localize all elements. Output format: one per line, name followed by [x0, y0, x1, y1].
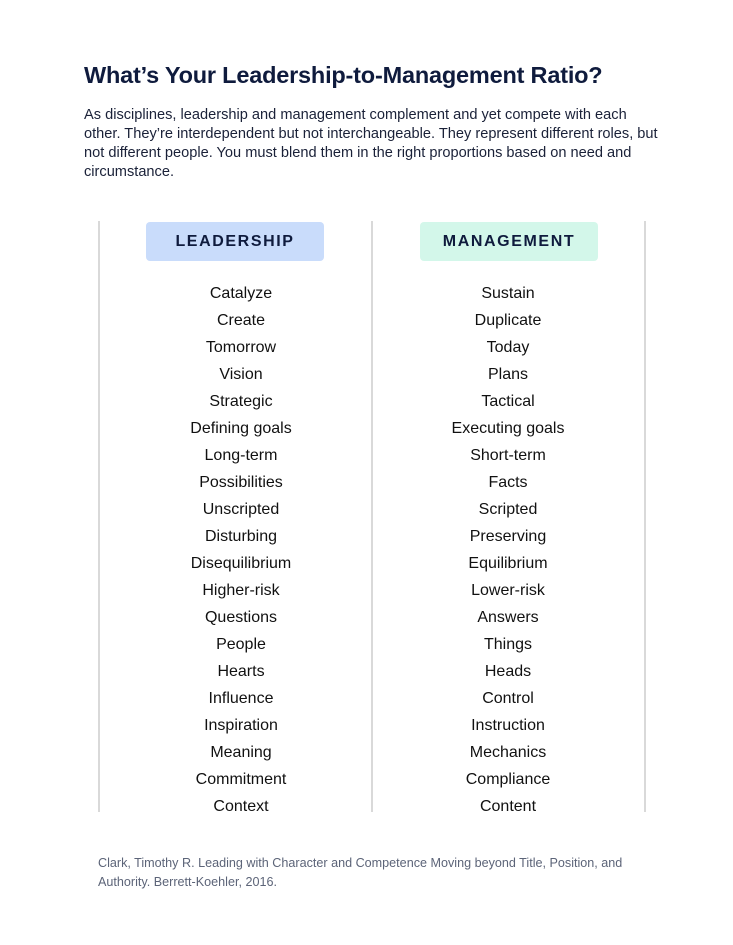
leadership-item: Meaning: [210, 744, 272, 761]
leadership-header: LEADERSHIP: [146, 222, 324, 261]
citation: Clark, Timothy R. Leading with Character and Competence Moving beyond Title, Position, and Authority. Berrett-Koehler, 2016.: [98, 856, 623, 889]
column-divider-right: [644, 221, 646, 812]
leadership-item: Influence: [208, 690, 274, 707]
leadership-item: Inspiration: [204, 717, 278, 734]
management-item: Equilibrium: [468, 555, 548, 572]
management-item: Sustain: [481, 285, 535, 302]
leadership-item: Higher-risk: [202, 582, 280, 599]
management-item: Control: [482, 690, 534, 707]
management-list: [398, 280, 618, 820]
management-item: Preserving: [469, 528, 547, 545]
management-item: Lower-risk: [471, 582, 545, 599]
management-item: Mechanics: [469, 744, 547, 761]
leadership-item: Unscripted: [202, 501, 280, 518]
management-item: Duplicate: [474, 312, 542, 329]
leadership-item: Create: [216, 312, 266, 329]
leadership-item: Long-term: [204, 447, 278, 464]
leadership-item: Possibilities: [199, 474, 283, 491]
leadership-item: Strategic: [209, 393, 273, 410]
management-item: Tactical: [481, 393, 535, 410]
management-item: Answers: [477, 609, 539, 626]
column-divider-left: [98, 221, 100, 812]
leadership-item: Context: [213, 798, 269, 815]
column-divider-center: [371, 221, 373, 812]
leadership-item: Commitment: [195, 771, 287, 788]
management-item: Plans: [487, 366, 529, 383]
management-item: Scripted: [478, 501, 538, 518]
management-item: Today: [486, 339, 530, 356]
management-item: Instruction: [471, 717, 545, 734]
management-header: MANAGEMENT: [420, 222, 598, 261]
leadership-item: Defining goals: [190, 420, 292, 437]
management-item: Facts: [488, 474, 528, 491]
leadership-item: Tomorrow: [205, 339, 277, 356]
leadership-item: Disequilibrium: [190, 555, 292, 572]
leadership-item: Questions: [204, 609, 278, 626]
leadership-item: Hearts: [217, 663, 265, 680]
leadership-item: People: [216, 636, 266, 653]
page-title: What’s Your Leadership-to-Management Ratio?: [84, 62, 603, 88]
leadership-list: [131, 280, 351, 820]
management-item: Executing goals: [451, 420, 565, 437]
management-item: Compliance: [465, 771, 551, 788]
management-item: Content: [479, 798, 537, 815]
management-item: Heads: [484, 663, 532, 680]
intro-paragraph: As disciplines, leadership and management complement and yet compete with each other. They’re interdependent but not interchangeable. They represent different roles, but not different people. You must blend them in the right proportions based on need and circumstance.: [84, 107, 658, 180]
leadership-item: Vision: [219, 366, 263, 383]
leadership-item: Catalyze: [209, 285, 273, 302]
management-item: Short-term: [470, 447, 546, 464]
leadership-item: Disturbing: [204, 528, 278, 545]
management-item: Things: [483, 636, 533, 653]
